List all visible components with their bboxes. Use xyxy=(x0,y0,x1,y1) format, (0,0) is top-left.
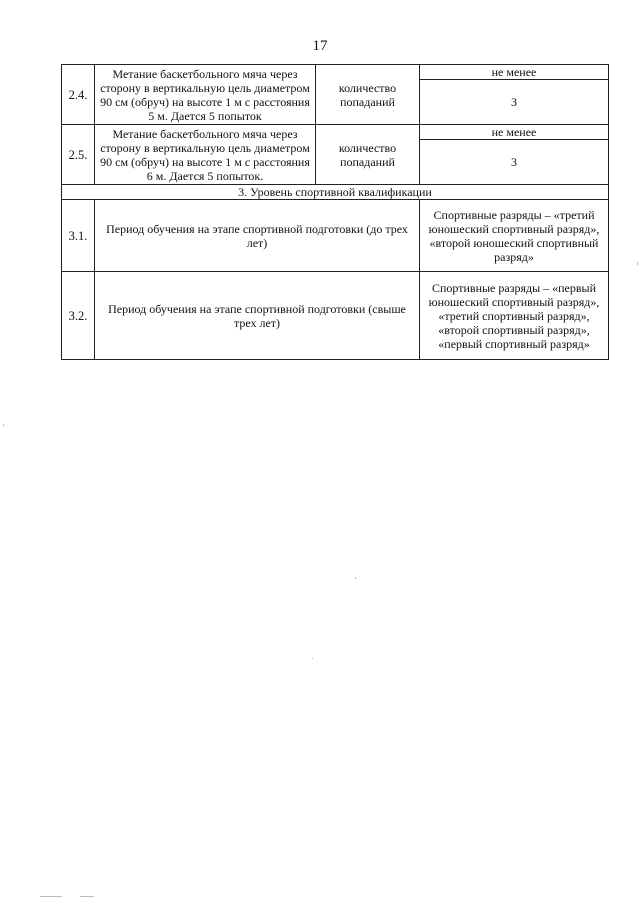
training-period: Период обучения на этапе спортивной подготовки (до трех лет) xyxy=(95,200,420,272)
qualification-requirement: Спортивные разряды – «третий юношеский спортивный разряд», «второй юношеский спортивный разряд» xyxy=(420,200,609,272)
exercise-description: Метание баскетбольного мяча через сторону в вертикальную цель диаметром 90 см (обруч) на высоте 1 м с расстояния 5 м. Дается 5 попыток xyxy=(95,65,316,125)
table-row xyxy=(62,125,609,140)
unit-of-measure: количество попаданий xyxy=(316,65,420,125)
table-row xyxy=(62,272,609,360)
scan-speck xyxy=(80,896,94,897)
row-number: 2.5. xyxy=(62,125,95,185)
scan-speck xyxy=(40,896,62,897)
table-row xyxy=(62,65,609,80)
section-title: 3. Уровень спортивной квалификации xyxy=(62,185,609,200)
table-row xyxy=(62,200,609,272)
row-number: 2.4. xyxy=(62,65,95,125)
page-number: 17 xyxy=(312,38,328,54)
norm-label: не менее xyxy=(420,65,609,80)
unit-of-measure: количество попаданий xyxy=(316,125,420,185)
norm-value: 3 xyxy=(420,80,609,125)
standards-table xyxy=(61,64,609,360)
training-period: Период обучения на этапе спортивной подготовки (свыше трех лет) xyxy=(95,272,420,360)
qualification-requirement: Спортивные разряды – «первый юношеский спортивный разряд», «третий спортивный разряд», «второй спортивный разряд», «первый спортивный разряд» xyxy=(420,272,609,360)
scan-speck xyxy=(637,262,638,265)
scan-speck xyxy=(312,658,313,659)
exercise-description: Метание баскетбольного мяча через сторону в вертикальную цель диаметром 90 см (обруч) на высоте 1 м с расстояния 6 м. Дается 5 попыток. xyxy=(95,125,316,185)
scan-speck xyxy=(355,577,356,579)
norm-label: не менее xyxy=(420,125,609,140)
row-number: 3.2. xyxy=(62,272,95,360)
row-number: 3.1. xyxy=(62,200,95,272)
norm-value: 3 xyxy=(420,140,609,185)
scan-speck xyxy=(3,424,4,426)
section-heading-row xyxy=(62,185,609,200)
